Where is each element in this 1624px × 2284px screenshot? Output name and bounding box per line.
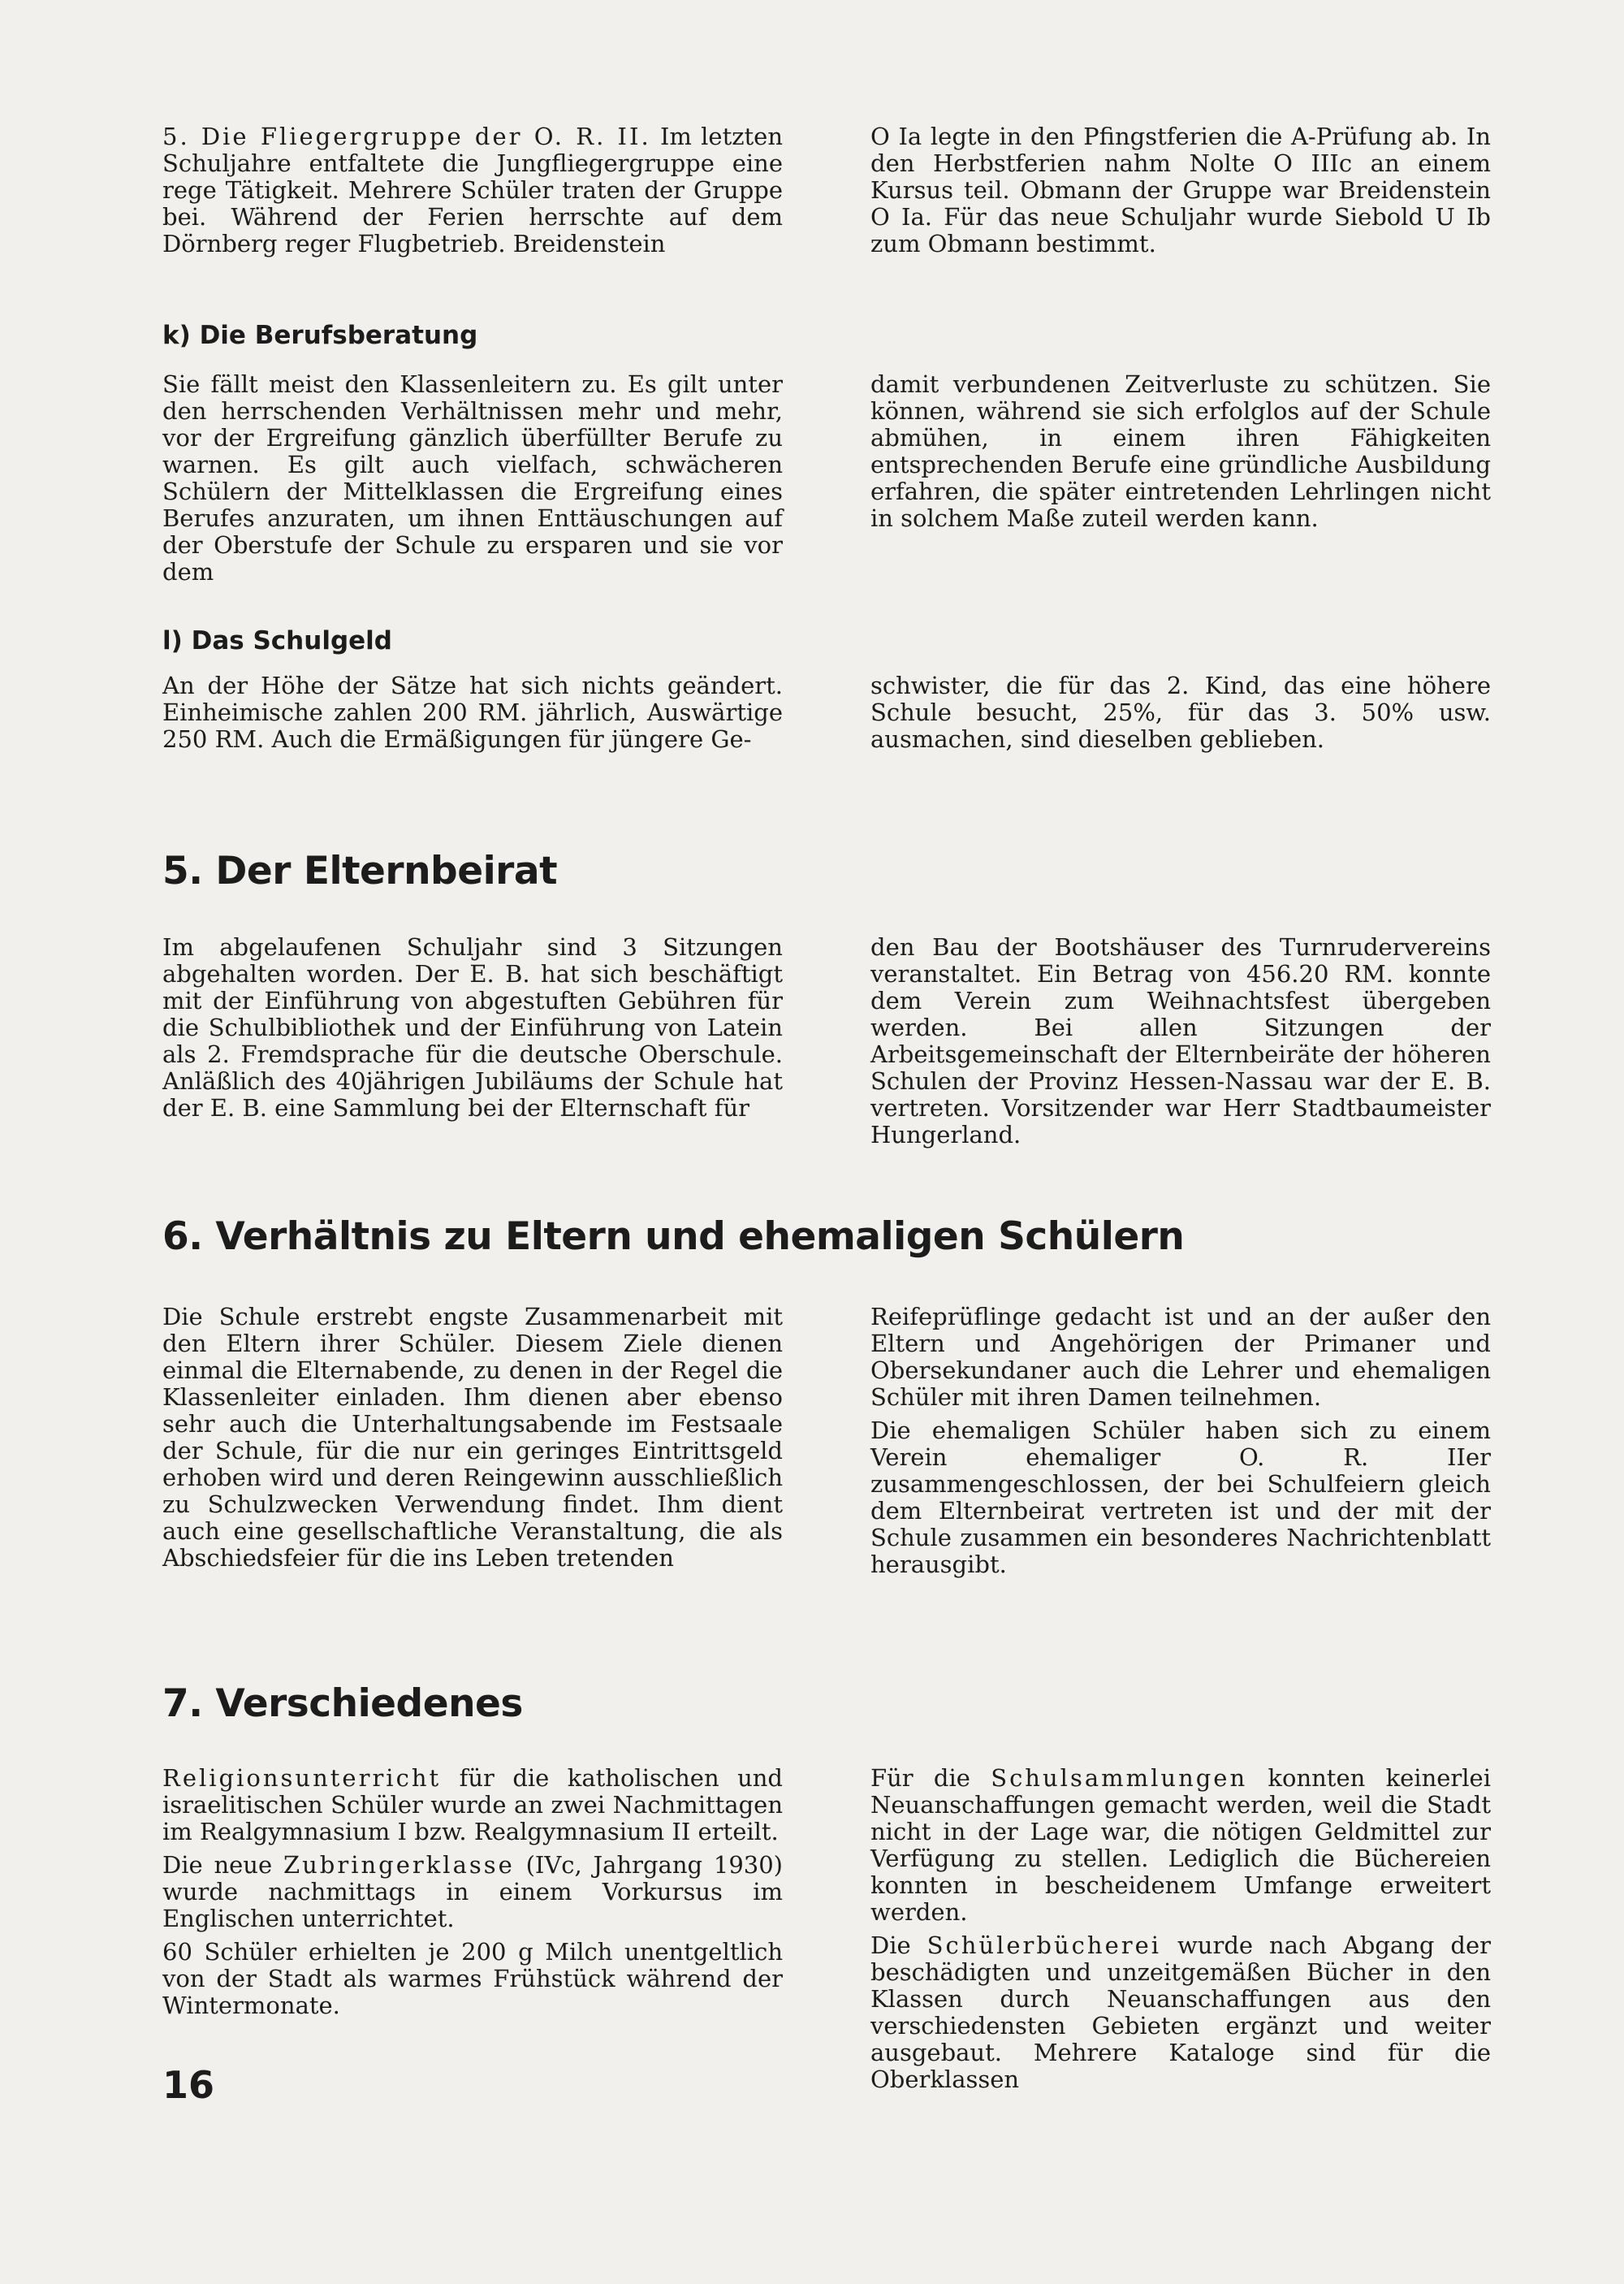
verhaeltnis-right-text-1: Reifeprüflinge gedacht ist und an der außer den Eltern und Angehörigen der Primaner und Obersekundaner auch die Lehrer und ehemaligen Schüler mit ihren Damen teilnehmen. bbox=[870, 1303, 1491, 1411]
fliegergruppe-lead: 5. Die Fliegergruppe der O. R. II. bbox=[162, 123, 651, 150]
schulgeld-left-text: An der Höhe der Sätze hat sich nichts geändert. Einheimische zahlen 200 RM. jährlich, Auswärtige 250 RM. Auch die Ermäßigungen für jüngere Ge- bbox=[162, 672, 783, 753]
buecherei-term: Schülerbücherei bbox=[926, 1931, 1162, 1959]
verschiedenes-left bbox=[162, 1765, 783, 2019]
zubringer-pre: Die neue bbox=[162, 1851, 283, 1879]
fliegergruppe-left bbox=[162, 123, 783, 257]
berufsberatung-right bbox=[870, 371, 1491, 532]
schulgeld-right-text: schwister, die für das 2. Kind, das eine höhere Schule besucht, 25%, für das 3. 50% usw. ausmachen, sind dieselben geblieben. bbox=[870, 672, 1491, 753]
religion-term: Religionsunterricht bbox=[162, 1764, 442, 1792]
fliegergruppe-right-text: O Ia legte in den Pfingstferien die A-Prüfung ab. In den Herbstferien nahm Nolte O IIIc an einem Kursus teil. Obmann der Gruppe war Breidenstein O Ia. Für das neue Schuljahr wurde Siebold U Ib zum Obmann bestimmt. bbox=[870, 123, 1491, 257]
verhaeltnis-heading: 6. Verhältnis zu Eltern und ehemaligen Schülern bbox=[162, 1214, 1185, 1259]
fliegergruppe-paragraph bbox=[162, 123, 783, 257]
zubringer-text: (IVc, Jahrgang 1930) wurde nachmittags in einem Vorkursus im Englischen unterrichtet. bbox=[162, 1851, 783, 1932]
milch-paragraph: 60 Schüler erhielten je 200 g Milch unentgeltlich von der Stadt als warmes Frühstück während der Wintermonate. bbox=[162, 1938, 783, 2019]
page-number: 16 bbox=[162, 2063, 215, 2107]
berufsberatung-heading: k) Die Berufsberatung bbox=[162, 321, 478, 350]
sammlungen-paragraph bbox=[870, 1765, 1491, 1926]
religion-text: für die katholischen und israelitischen Schüler wurde an zwei Nachmittagen im Realgymnasium I bzw. Realgymnasium II erteilt. bbox=[162, 1764, 783, 1845]
sammlungen-term: Schulsammlungen bbox=[991, 1764, 1248, 1792]
schulgeld-heading: l) Das Schulgeld bbox=[162, 626, 392, 655]
zubringer-paragraph bbox=[162, 1852, 783, 1932]
schulgeld-left bbox=[162, 673, 783, 753]
elternbeirat-left-text: Im abgelaufenen Schuljahr sind 3 Sitzungen abgehalten worden. Der E. B. hat sich beschäftigt mit der Einführung von abgestuften Gebühren für die Schulbibliothek und der Einführung von Latein als 2. Fremdsprache für die deutsche Oberschule. Anläßlich des 40jährigen Jubiläums der Schule hat der E. B. eine Sammlung bei der Elternschaft für bbox=[162, 933, 783, 1122]
buecherei-paragraph bbox=[870, 1932, 1491, 2093]
buecherei-pre: Die bbox=[870, 1931, 927, 1959]
verhaeltnis-right bbox=[870, 1304, 1491, 1578]
sammlungen-text: konnten keinerlei Neuanschaffungen gemacht werden, weil die Stadt nicht in der Lage war, die nötigen Geldmittel zur Verfügung zu stellen. Lediglich die Büchereien konnten in bescheidenem Umfange erweitert werden. bbox=[870, 1764, 1491, 1926]
verschiedenes-right bbox=[870, 1765, 1491, 2093]
verhaeltnis-left-text: Die Schule erstrebt engste Zusammenarbeit mit den Eltern ihrer Schüler. Diesem Ziele dienen einmal die Elternabende, zu denen in der Regel die Klassenleiter einladen. Ihm dienen aber ebenso sehr auch die Unterhaltungsabende im Festsaale der Schule, für die nur ein geringes Eintrittsgeld erhoben wird und deren Reingewinn ausschließlich zu Schulzwecken Verwendung findet. Ihm dient auch eine gesellschaftliche Veranstaltung, die als Abschiedsfeier für die ins Leben tretenden bbox=[162, 1303, 783, 1572]
zubringer-term: Zubringerklasse bbox=[283, 1851, 515, 1879]
elternbeirat-heading: 5. Der Elternbeirat bbox=[162, 849, 558, 893]
berufsberatung-left-text: Sie fällt meist den Klassenleitern zu. Es gilt unter den herrschenden Verhältnissen mehr und mehr, vor der Ergreifung gänzlich überfüllter Berufe zu warnen. Es gilt auch vielfach, schwächeren Schülern der Mittelklassen die Ergreifung eines Berufes anzuraten, um ihnen Enttäuschungen auf der Oberstufe der Schule zu ersparen und sie vor dem bbox=[162, 370, 783, 586]
fliegergruppe-right bbox=[870, 123, 1491, 257]
berufsberatung-left bbox=[162, 371, 783, 586]
verhaeltnis-right-text-2: Die ehemaligen Schüler haben sich zu einem Verein ehemaliger O. R. IIer zusammengeschlossen, der bei Schulfeiern gleich dem Elternbeirat vertreten ist und der mit der Schule zusammen ein besonderes Nachrichtenblatt herausgibt. bbox=[870, 1417, 1491, 1578]
fliegergruppe-left-text: Im letzten Schuljahre entfaltete die Jungfliegergruppe eine rege Tätigkeit. Mehrere Schüler traten der Gruppe bei. Während der Ferien herrschte auf dem Dörnberg reger Flugbetrieb. Breidenstein bbox=[162, 123, 783, 257]
religion-paragraph bbox=[162, 1765, 783, 1845]
elternbeirat-left bbox=[162, 934, 783, 1122]
buecherei-text: wurde nach Abgang der beschädigten und unzeitgemäßen Bücher in den Klassen durch Neuanschaffungen aus den verschiedensten Gebieten ergänzt und weiter ausgebaut. Mehrere Kataloge sind für die Oberklassen bbox=[870, 1931, 1491, 2093]
sammlungen-pre: Für die bbox=[870, 1764, 991, 1792]
verschiedenes-heading: 7. Verschiedenes bbox=[162, 1681, 523, 1726]
schulgeld-right bbox=[870, 673, 1491, 753]
berufsberatung-right-text: damit verbundenen Zeitverluste zu schützen. Sie können, während sie sich erfolglos auf der Schule abmühen, in einem ihren Fähigkeiten entsprechenden Berufe eine gründliche Ausbildung erfahren, die später eintretenden Lehrlingen nicht in solchem Maße zuteil werden kann. bbox=[870, 370, 1491, 532]
verhaeltnis-left bbox=[162, 1304, 783, 1572]
elternbeirat-right-text: den Bau der Bootshäuser des Turnrudervereins veranstaltet. Ein Betrag von 456.20 RM. konnte dem Verein zum Weihnachtsfest übergeben werden. Bei allen Sitzungen der Arbeitsgemeinschaft der Elternbeiräte der höheren Schulen der Provinz Hessen-Nassau war der E. B. vertreten. Vorsitzender war Herr Stadtbaumeister Hungerland. bbox=[870, 933, 1491, 1148]
elternbeirat-right bbox=[870, 934, 1491, 1148]
